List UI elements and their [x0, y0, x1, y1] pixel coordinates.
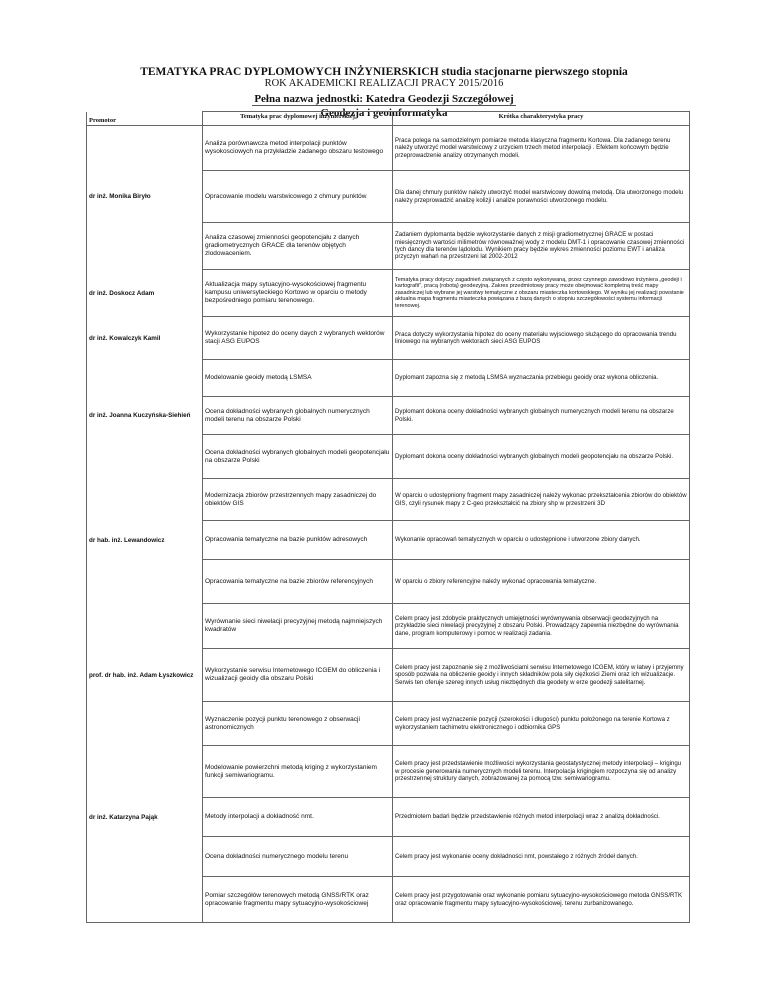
table-row — [87, 223, 690, 270]
table-row — [87, 126, 690, 171]
promotor-cell: dr inż. Kowalczyk Kamil — [87, 317, 203, 360]
table-row — [87, 604, 690, 649]
header-promotor: Promotor — [87, 112, 203, 126]
description-cell: Celem pracy jest zapoznanie się z możliwościami serwisu Internetowego ICGEM, który w łatwy i przyjemny sposób pozwala na obliczenie geoidy i innych składników pola siły ciężkości Ziemi oraz ich wizualizacje. Serwis ten oferuje szereg innych usług niezbędnych dla geodety w erze geodezji satelitarnej. — [393, 649, 690, 702]
topic-cell: Wyrównanie sieci niwelacji precyzyjnej metodą najmniejszych kwadratów — [203, 604, 393, 649]
table-row — [87, 798, 690, 837]
description-cell: Przedmiotem badań będzie przedstawienie różnych metod interpolacji wraz z analizą dokładności. — [393, 798, 690, 837]
topic-cell: Ocena dokładności wybranych globalnych modeli geopotencjału na obszarze Polski — [203, 435, 393, 479]
topic-cell: Ocena dokładności numerycznego modelu terenu — [203, 837, 393, 877]
promotor-cell — [87, 223, 203, 270]
topic-cell: Wykorzystanie serwisu Internetowego ICGEM do obliczenia i wizualizacji geoidy dla obszaru Polski — [203, 649, 393, 702]
description-cell: Celem pracy jest zdobycie praktycznych umiejętności wyrównywania obserwacji geodezyjnych na przykładzie sieci niwelacji precyzyjnej z obszaru Polski. Prowadzący zapewnia niezbędne do wyrównania dane, program komputerowy i pomoc w realizacji zadania. — [393, 604, 690, 649]
promotor-cell — [87, 746, 203, 798]
table-header-row — [87, 112, 690, 126]
topic-cell: Opracowania tematyczne na bazie zbiorów referencyjnych — [203, 560, 393, 604]
promotor-cell: dr inż. Joanna Kuczyńska-Siehień — [87, 397, 203, 435]
promotor-cell: dr inż. Monika Biryło — [87, 171, 203, 223]
topic-cell: Wykorzystanie hipotez do oceny daych z wybranych wektorów stacji ASG EUPOS — [203, 317, 393, 360]
topic-cell: Wyznaczenie pozycji punktu terenowego z obserwacji astronomicznych — [203, 702, 393, 746]
topic-cell: Modelowanie geoidy metodą LSMSA — [203, 360, 393, 397]
topic-cell: Opracowania tematyczne na bazie punktów adresowych — [203, 521, 393, 560]
topic-cell: Opracowanie modelu warstwicowego z chmury punktów — [203, 171, 393, 223]
promotor-cell — [87, 837, 203, 877]
promotor-cell: prof. dr hab. inż. Adam Łyszkowicz — [87, 649, 203, 702]
description-cell: Celem pracy jest wykonanie oceny dokładności nmt, powstałego z różnych źródeł danych. — [393, 837, 690, 877]
table-row — [87, 360, 690, 397]
table-row — [87, 171, 690, 223]
thesis-topics-table — [86, 111, 690, 923]
topic-cell: Metody interpolacji a dokładność nmt. — [203, 798, 393, 837]
table-row — [87, 877, 690, 923]
description-cell: Celem pracy jest przedstawienie możliwości wykorzystania geostatystycznej metody interpolacji – krigingu w procesie generowania numerycznych modeli terenu. Interpolacja krigingiem rozpoczyna się od analizy przestrzennej struktury danych, zobrazowanej za pomocą tzw. semiwariogramu. — [393, 746, 690, 798]
table-row — [87, 479, 690, 521]
description-cell: Wykonanie opracowań tematycznych w oparciu o udostępnione i utworzone zbiory danych. — [393, 521, 690, 560]
table-row — [87, 560, 690, 604]
topic-cell: Analiza porównawcza metod interpolacji punktów wysokosciowych na przykładzie zadanego obszaru testowego — [203, 126, 393, 171]
promotor-cell — [87, 126, 203, 171]
promotor-cell: dr inż. Doskocz Adam — [87, 270, 203, 317]
description-cell: Zadaniem dyplomanta będzie wykorzystanie danych z misji gradiometrycznej GRACE w postaci miesięcznych wartości milimetrów równoważnej wody z modelu DMT-1 i opracowanie czasowej zmienności tych dancy dla terenów lądolodu. Wynikiem pracy będzie wykres zmienności poziomu EWT i analiza przyczyn wahań na przestrzeni lat 2002-2012 — [393, 223, 690, 270]
table-row — [87, 270, 690, 317]
table-row — [87, 397, 690, 435]
description-cell: W oparciu o udostępniony fragment mapy zasadniczej należy wykonac przekształcenia zbiorów do obiektów GIS, czyli rysunek mapy z C-geo przekształcić na zbiory shp w przestrzeni 3D — [393, 479, 690, 521]
table-body — [87, 126, 690, 923]
topic-cell: Ocena dokładności wybranych globalnych numerycznych modeli terenu na obszarze Polski — [203, 397, 393, 435]
topic-cell: Modernizacja zbiorów przestrzennych mapy zasadniczej do obiektów GIS — [203, 479, 393, 521]
promotor-cell — [87, 479, 203, 521]
header-topic: Tematyka prac dyplomowej inżynierskiej — [203, 112, 393, 126]
description-cell: Celem pracy jest przygotowanie oraz wykonanie pomiaru sytuacyjno-wysokościowego metoda GNSS/RTK oraz opracowanie fragmentu mapy sytuacyjno-wysokościowej. terenu zurbanizowanego. — [393, 877, 690, 923]
academic-year: ROK AKADEMICKI REALIZACJI PRACY 2015/2016 — [264, 78, 504, 89]
document-title: TEMATYKA PRAC DYPLOMOWYCH INŻYNIERSKICH studia stacjonarne pierwszego stopnia — [140, 66, 628, 78]
topic-cell: Aktualizacja mapy sytuacyjno-wysokościowej fragmentu kampusu uniwersyteckiego Kortowo w oparciu o metody bezpośredniego pomiaru terenowego. — [203, 270, 393, 317]
topic-cell: Pomiar szczegółów terenowych metodą GNSS/RTK oraz opracowanie fragmentu mapy sytuacyjno-wysokościowej — [203, 877, 393, 923]
promotor-cell — [87, 360, 203, 397]
table-row — [87, 649, 690, 702]
promotor-cell — [87, 560, 203, 604]
description-cell: Celem pracy jest wyznaczenie pozycji (szerokości i długości) punktu położonego na terenie Kortowa z wykorzystaniem tachimetru elektronicznego i odbiornika GPS — [393, 702, 690, 746]
topic-cell: Modelowanie powierzchni metodą kriging z wykorzystaniem funkcji semiwariogramu. — [203, 746, 393, 798]
description-cell: Dyplomant dokona oceny dokładności wybranych globalnych numerycznych modeli terenu na obszarze Polski. — [393, 397, 690, 435]
description-cell: Tematyka pracy dotyczy zagadnień związanych z często wykonywaną, przez czynnego zawodowo inżyniera „geodeji i kartografii", pracą (robotą) geodezyjną. Zakres przedmiotowy pracy może obejmować kompletną treść mapy zasadniczej lub wybrane jej warstwy tematyczne z obszaru miasteczka kortowskiego. W wyniku jej realizacji powstanie aktualna mapa fragmentu miasteczka powiązana z bazą danych o stopniu szczegółowości systemu informacji terenowej. — [393, 270, 690, 317]
promotor-cell: dr inż. Katarzyna Pająk — [87, 798, 203, 837]
table-row — [87, 837, 690, 877]
table-row — [87, 746, 690, 798]
description-cell: Praca dotyczy wykorzystania hipotez do oceny materiału wyjsciowego służącego do opracowania trendu liniowego na wybranych wektorach sieci ASG EUPOS — [393, 317, 690, 360]
unit-name: Pełna nazwa jednostki: Katedra Geodezji Szczegółowej — [254, 93, 514, 105]
promotor-cell: dr hab. inż. Lewandowicz — [87, 521, 203, 560]
description-cell: Dyplomant dokona oceny dokładności wybranych globalnych modeli geopotencjału na obszarze Polski. — [393, 435, 690, 479]
table-row — [87, 521, 690, 560]
table-row — [87, 435, 690, 479]
header-description: Krótka charakterystyka pracy — [393, 112, 690, 126]
description-cell: Dla danej chmury punktów należy utworzyć model warstwicowy dowolną metodą. Dla utworzonego modelu należy przeprowadzić analizę kolizji i analize porawności utworzonego modelu. — [393, 171, 690, 223]
topic-cell: Analiza czasowej zmienności geopotencjału z danych gradiometrycznych GRACE dla terenów objętych zlodowaceniem. — [203, 223, 393, 270]
promotor-cell — [87, 877, 203, 923]
promotor-cell — [87, 435, 203, 479]
table-row — [87, 317, 690, 360]
description-cell: Praca polega na samodzielnym pomiarze metoda klasyczna fragmentu Kortowa. Dla zadanego terenu należy utworzyć model warstwicowy z urzyciem trzech metod interpolacji . Efektem końcowym będzie przeprowadzenie analizy otrzymanych modeli. — [393, 126, 690, 171]
description-cell: Dyplomant zapozna się z metodą LSMSA wyznaczania przebiegu geoidy oraz wykona obliczenia. — [393, 360, 690, 397]
description-cell: W oparciu o zbiory referencyjne należy wykonać opracowania tematyczne. — [393, 560, 690, 604]
promotor-cell — [87, 702, 203, 746]
table-row — [87, 702, 690, 746]
promotor-cell — [87, 604, 203, 649]
field-of-study: Geodezja i geoinformatyka — [320, 107, 448, 119]
